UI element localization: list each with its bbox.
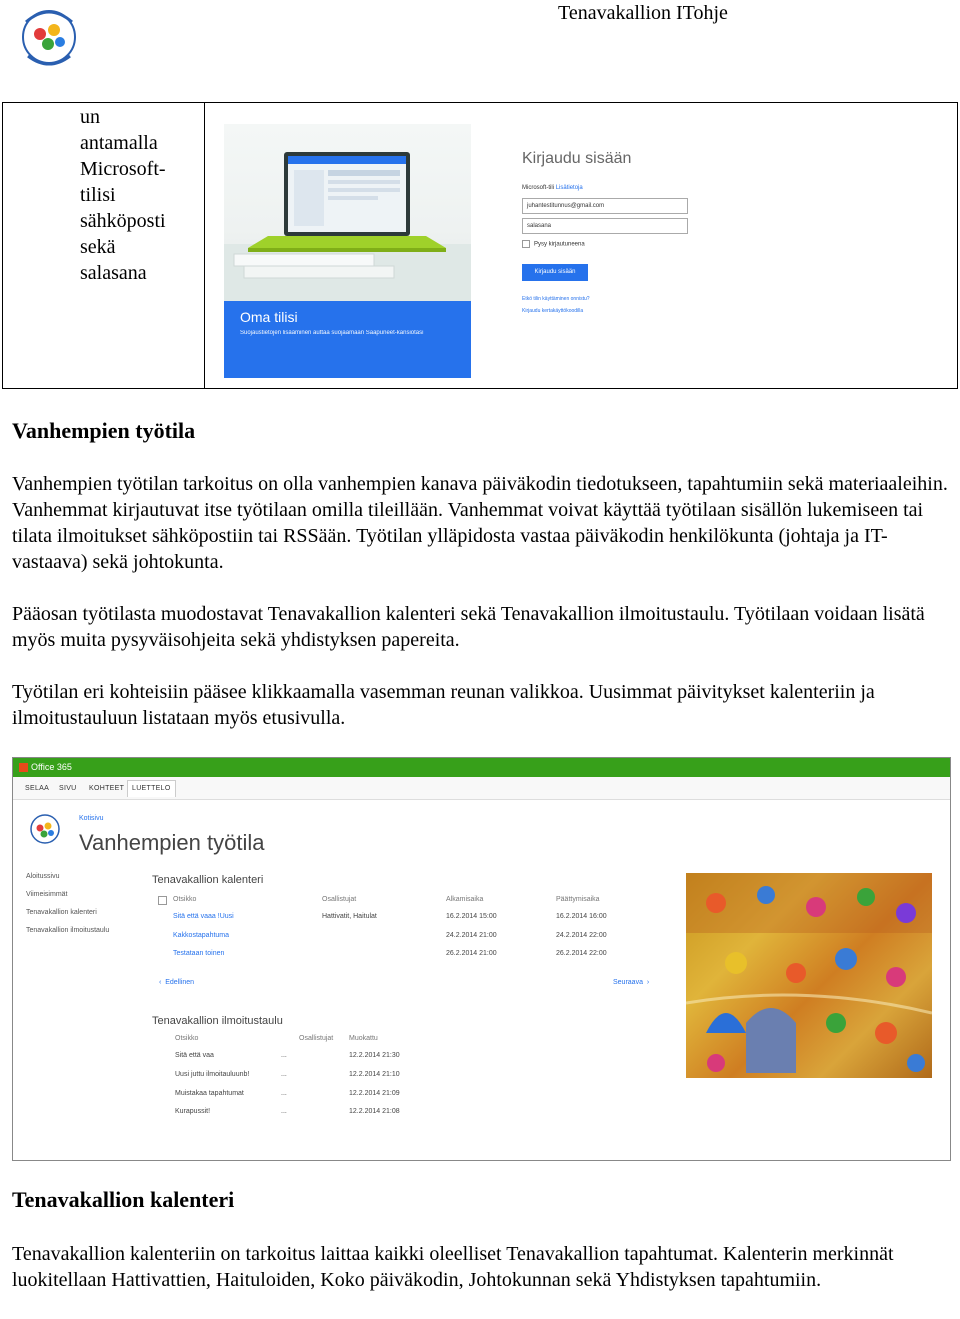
nav-item-board[interactable]: Tenavakallion ilmoitustaulu xyxy=(26,927,110,934)
table-cell: Hattivatit, Haitulat xyxy=(322,913,377,920)
account-label-row xyxy=(522,185,583,191)
nav-item-calendar[interactable]: Tenavakallion kalenteri xyxy=(26,909,97,916)
section-heading: Vanhempien työtila xyxy=(12,418,196,443)
instruction-text xyxy=(80,104,200,286)
paragraph: Pääosan työtilasta muodostavat Tenavakallion kalenteri sekä Tenavakallion ilmoitustaulu. Työtilaan voidaan lisätä myös muita pysyväisohjeita sekä yhdistyksen papereita. xyxy=(12,603,925,651)
painting-icon xyxy=(686,873,932,1078)
ribbon xyxy=(13,777,950,800)
remember-me-row[interactable] xyxy=(522,240,585,248)
ribbon-tab-browse[interactable]: SELAA xyxy=(25,785,50,792)
chevron-right-icon: › xyxy=(646,979,650,986)
next-page-link[interactable] xyxy=(613,979,649,986)
board-item-link[interactable]: Uusi juttu ilmoitauluunb! xyxy=(175,1071,250,1078)
table-cell: 16.2.2014 15:00 xyxy=(446,913,497,920)
calendar-event-link[interactable]: Kakkostapahtuma xyxy=(173,932,230,939)
table-cell: 26.2.2014 21:00 xyxy=(446,950,497,957)
column-header[interactable]: Muokattu xyxy=(349,1035,378,1042)
section-heading: Tenavakallion kalenteri xyxy=(12,1187,235,1212)
paragraph: Työtilan eri kohteisiin pääsee klikkaamalla vasemman reunan valikkoa. Uusimmat päivitykset kalenteriin ja ilmoitustauluun listataan myös etusivulla. xyxy=(12,681,875,729)
childrens-painting-image xyxy=(686,873,932,1078)
item-menu-icon[interactable]: ... xyxy=(281,1052,287,1059)
instruction-line: antamalla xyxy=(80,132,158,154)
ribbon-tab-items[interactable]: KOHTEET xyxy=(89,785,125,792)
account-info-link[interactable]: Lisätietoja xyxy=(555,185,583,191)
next-label: Seuraava xyxy=(613,979,643,986)
nav-item-recent[interactable]: Viimeisimmät xyxy=(26,891,68,898)
calendar-event-link[interactable]: Sitä että vaaa !Uusi xyxy=(173,913,234,920)
paragraph: Tenavakallion kalenteriin on tarkoitus laittaa kaikki oleelliset Tenavakallion tapahtumat. Kalenterin merkinnät luokitellaan Hattivattien, Haituloiden, Koko päiväkodin, Johtokunnan sekä Yhdistyksen tapahtumiin. xyxy=(12,1243,894,1291)
paragraph: Vanhempien työtilan tarkoitus on olla vanhempien kanava päiväkodin tiedotukseen, tapahtumiin sekä materiaaleihin. Vanhemmat kirjautuvat itse työtilaan omilla tileillään. Vanhemmat voivat käyttää työtilaan sisällön lukemiseen tai tilata ilmoitukset sähköpostiin tai RSSään. Työtilan ylläpidosta vastaa päiväkodin henkilökunta (johtaja ja IT-vastaava) sekä johtokunta. xyxy=(12,473,948,573)
account-promo-panel xyxy=(224,301,471,378)
column-header[interactable]: Päättymisaika xyxy=(556,896,600,903)
remember-checkbox[interactable] xyxy=(522,240,530,248)
instruction-line: tilisi xyxy=(80,184,116,206)
chevron-left-icon: ‹ xyxy=(159,979,162,986)
breadcrumb[interactable]: Kotisivu xyxy=(79,815,104,822)
laptop-icon xyxy=(224,124,471,301)
board-title[interactable]: Tenavakallion ilmoitustaulu xyxy=(152,1015,283,1027)
login-button[interactable]: Kirjaudu sisään xyxy=(522,264,588,281)
site-logo-icon xyxy=(29,813,61,845)
board-item-link[interactable]: Muistakaa tapahtumat xyxy=(175,1090,244,1097)
column-header[interactable]: Alkamisaika xyxy=(446,896,484,903)
item-menu-icon[interactable]: ... xyxy=(281,1108,287,1115)
calendar-event-link[interactable]: Testataan toinen xyxy=(173,950,225,957)
table-cell: 24.2.2014 21:00 xyxy=(446,932,497,939)
table-cell: 12.2.2014 21:30 xyxy=(349,1052,400,1059)
table-cell: 12.2.2014 21:10 xyxy=(349,1071,400,1078)
table-cell: 12.2.2014 21:08 xyxy=(349,1108,400,1115)
prev-page-link[interactable] xyxy=(159,979,194,986)
login-heading: Kirjaudu sisään xyxy=(522,150,632,167)
table-cell: 24.2.2014 22:00 xyxy=(556,932,607,939)
item-menu-icon[interactable]: ... xyxy=(281,1071,287,1078)
promo-text: Suojaustietojen lisääminen auttaa suojaamaan Saapuneet-kansiotasi xyxy=(240,330,424,336)
select-all-checkbox[interactable] xyxy=(158,896,167,905)
office365-bar xyxy=(13,758,950,777)
one-time-code-link[interactable]: Kirjaudu kertakäyttökoodilla xyxy=(522,308,584,314)
column-header[interactable]: Osallistujat xyxy=(322,896,357,903)
table-cell: 26.2.2014 22:00 xyxy=(556,950,607,957)
sharepoint-screenshot xyxy=(12,757,951,1161)
board-item-link[interactable]: Sitä että vaa xyxy=(175,1052,214,1059)
prev-label: Edellinen xyxy=(165,979,195,986)
remember-label: Pysy kirjautuneena xyxy=(534,241,585,248)
column-header[interactable]: Otsikko xyxy=(173,896,197,903)
account-label: Microsoft-tili xyxy=(522,185,555,191)
ribbon-tab-list[interactable]: LUETTELO xyxy=(127,780,176,797)
password-field[interactable]: salasana xyxy=(522,218,688,234)
cant-access-link[interactable]: Etkö tilin käyttäminen onnistu? xyxy=(522,296,590,302)
column-header[interactable]: Otsikko xyxy=(175,1035,199,1042)
daycare-logo xyxy=(18,4,80,68)
column-header[interactable]: Osallistujat xyxy=(299,1035,334,1042)
nav-item-home[interactable]: Aloitussivu xyxy=(26,873,60,880)
table-cell: 16.2.2014 16:00 xyxy=(556,913,607,920)
office-icon xyxy=(19,763,28,772)
ribbon-tab-page[interactable]: SIVU xyxy=(59,785,77,792)
table-divider xyxy=(204,102,205,389)
item-menu-icon[interactable]: ... xyxy=(281,1090,287,1097)
calendar-title[interactable]: Tenavakallion kalenteri xyxy=(152,874,264,886)
document-title: Tenavakallion ITohje xyxy=(558,2,728,24)
board-item-link[interactable]: Kurapussit! xyxy=(175,1108,211,1115)
laptop-photo xyxy=(224,124,471,301)
instruction-line: sähköposti xyxy=(80,210,166,232)
promo-title: Oma tilisi xyxy=(240,309,298,325)
app-name: Office 365 xyxy=(31,762,72,772)
instruction-line: un xyxy=(80,106,100,128)
instruction-line: Microsoft- xyxy=(80,158,166,180)
table-cell: 12.2.2014 21:09 xyxy=(349,1090,400,1097)
email-field[interactable]: juhantestitunnus@gmail.com xyxy=(522,198,688,214)
site-title: Vanhempien työtila xyxy=(79,830,265,855)
instruction-line: salasana xyxy=(80,262,147,284)
instruction-line: sekä xyxy=(80,236,116,258)
